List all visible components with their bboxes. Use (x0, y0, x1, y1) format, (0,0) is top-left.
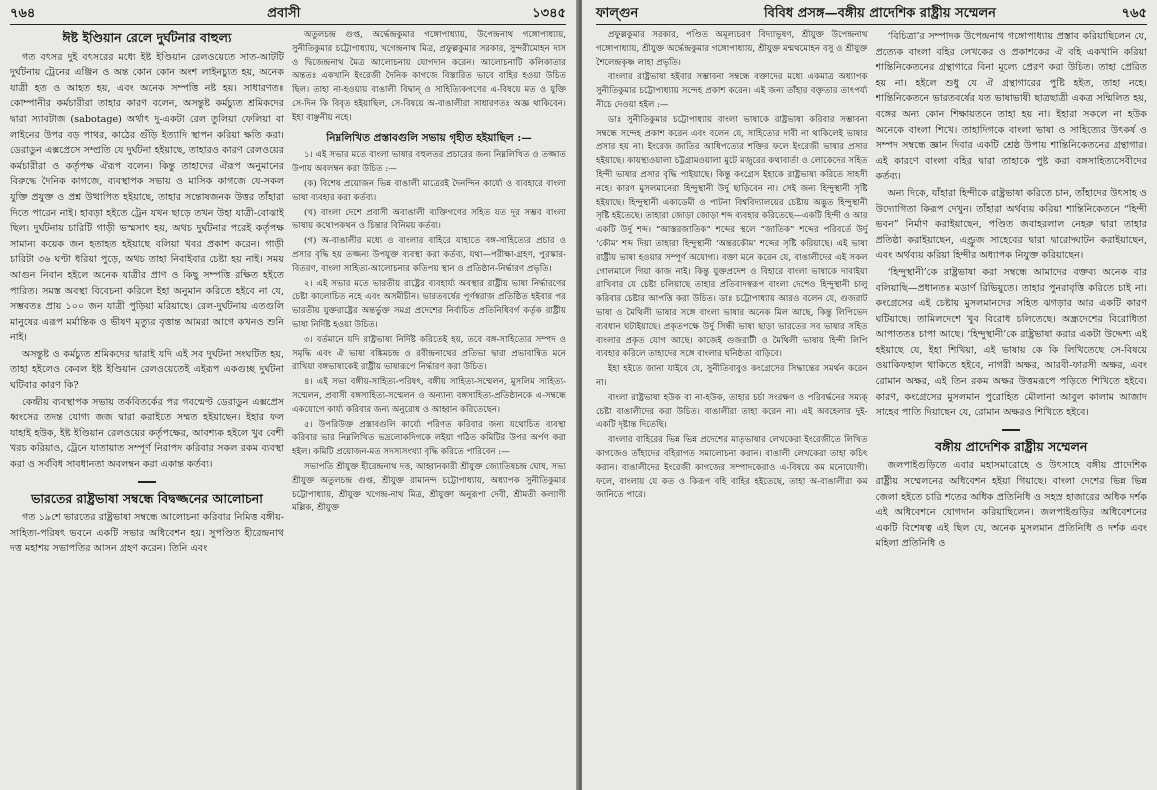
article-heading-railway: ঈষ্ট ইণ্ডিয়ান রেলে দুর্ঘটনার বাহুল্য (62, 30, 232, 45)
paragraph: জলপাইগুড়িতে এবার মহাসমারোহে ও উৎসাহে বঙ্গীয় প্রাদেশিক রাষ্ট্রীয় সম্মেলনের অধিবেশন হইয়া গিয়াছে। বাংলা দেশের ভিন্ন ভিন্ন জেলা হইতে চারি শতের অধিক প্রতিনিধি ও সহস্র হাজারের অধিক দর্শক এই অধিবেশনে যোগদান করিয়াছিলেন। জলপাইগুড়ির অধিবেশনের একটি বিশেষত্ব এই ছিল যে, অনেক মুসলমান প্রতিনিধি ও দর্শক এবং মহিলা প্রতিনিধি ও (875, 460, 1147, 550)
right-page-number: ৭৬৫ (1121, 5, 1147, 21)
resolutions-heading: নিম্নলিখিত প্রস্তাবগুলি সভায় গৃহীত হইয়াছিল :— (326, 131, 532, 144)
resolution-item: ৫। উপরিউক্ত প্রস্তাবগুলি কার্য্যে পরিণত করিবার জন্য যথোচিত ব্যবস্থা করিবার ভার নিম্নলিখিত ভদ্রলোকদিগকে লইয়া গঠিত কমিটির উপর অর্পণ করা হইল। কমিটি প্রয়োজন-মত সদস্যসংখ্যা বৃদ্ধি করিতে পারিবেন :— (292, 419, 566, 458)
resolution-item: (গ) অ-বাঙালীর মধ্যে ও বাংলার বাহিরে যাহাতে বঙ্গ-সাহিত্যের প্রচার ও প্রসার বৃদ্ধি হয় তজ্জন্য উপযুক্ত ব্যবস্থা করা কর্তব্য, যথা—পরীক্ষা-গ্রহণ, পুরস্কার-বিতরণ, বাংলা সাহিত্য-আলোচনার কতিপয় স্থান ও প্রতিষ্ঠান-নির্দ্ধারণ প্রভৃতি। (292, 236, 566, 274)
right-column-1 (596, 29, 868, 789)
left-running-head (10, 4, 566, 25)
left-page-number: ৭৬৪ (10, 5, 36, 21)
paragraph: অন্য দিকে, যাঁহারা হিন্দীকে রাষ্ট্রভাষা করিতে চান, তাঁহাদের উৎসাহ ও উদ্যোগিতা কিরূপ দেখুন। তাঁহারা অর্থব্যয় করিয়া শান্তিনিকেতনে “হিন্দী ভবন” নির্মাণ করাইয়াছেন, পণ্ডিত জবাহরলাল নেহরু দ্বারা তাহার প্রতিষ্ঠা করাইয়াছেন, এণ্ড্রুজ সাহেবের দ্বারা দ্বারোদ্ঘাটন করাইয়াছেন, এবং অর্থব্যয় করিয়া হিন্দীর অধ্যাপক নিযুক্ত করিয়াছেন। (875, 187, 1147, 262)
resolution-item: (খ) বাংলা দেশে প্রবাসী অবাঙালী ব্যক্তিগণের সহিত যত দূর সম্ভব বাংলা ভাষায় কথোপকথন ও চিন্তার বিনিময় কর্তব্য। (292, 207, 566, 232)
paragraph: বাংলার রাষ্ট্রভাষা হইবার সম্ভাবনা সম্বন্ধে বক্তাদের মধ্যে একমাত্র অধ্যাপক সুনীতিকুমার চট্টোপাধ্যায় সন্দেহ প্রকাশ করেন। এই জন্য তাঁহার বক্তৃতার তাৎপর্য্য নীচে দেওয়া হইল :— (596, 72, 868, 110)
paragraph: গত বৎসর দুই বৎসরের মধ্যে ইষ্ট ইণ্ডিয়ান রেলওয়েতে সাত-আটটি দুর্ঘটনায় ট্রেনের এঞ্জিন ও অন্ত কোন কোন অংশ লাইনচ্যুত হয়, অনেক যাত্রী হত ও আহত হয়, এবং অনেক সম্পত্তি নষ্ট হয়। সাধারণতঃ কোম্পানীর কর্মচারীরা তাহার কারণ বলেন, অসন্তুষ্ট কর্মচ্যুত শ্রমিকদের দ্বারা স্যাবটাজ (sabotage) অর্থাৎ দু-একটা রেল তুলিয়া ফেলিয়া বা লাইনের উপর বড় পাথর, কাঠের গুঁড়ি ইত্যাদি স্থাপন করিয়া ক্ষতি করা। ডেরাডুন এক্সপ্রেসে সম্প্রতি যে দুর্ঘটনা হইয়াছে, তাহারও কারণ রেলওয়ের কর্মচারীরা ও কর্তৃপক্ষ ঐরূপ বলেন। কিন্তু তাহাদের ঐরূপ অনুমানের বিরুদ্ধে দৈনিক কাগজে, ব্যবস্থাপক সভায় ও মাসিক কাগজে যে-সকল যুক্তি প্রযুক্ত ও প্রশ্ন উত্থাপিত হইয়াছে, তাহার সন্তোষজনক উত্তর তাঁহারা দিতে পারেন নাই। হাবড়া হইতে ট্রেন যখন ছাড়ে তখন উহা যাত্রী-বোঝাই ছিল। দুর্ঘটনায় চারিটি গাড়ী ভস্মসাৎ হয়, অথচ দুর্ঘটনার পরেই কর্তৃপক্ষ সামান্য কয়েক জন হতাহত হইয়াছে বলিয়া খবর প্রকাশ করেন। গাড়ী চারিটা ৩৬ ঘণ্টা ধরিয়া পুড়ে, অথচ তাহা নিবাইবার চেষ্টা হয় নাই। সময় আগুন নিবান হইলে অনেক যাত্রীর প্রাণ ও কিছু সম্পত্তি রক্ষিত হইতে পারিত। সমস্ত অবস্থা বিবেচনা করিলে ইহা অনুমান করিতে হইবে না যে, সম্ভবতঃ প্রায় ১০০ জন যাত্রী পুড়িয়া মরিয়াছে। রেল-দুর্ঘটনায় এতগুলি মানুষের এরূপ মর্মান্তিক ও ভীষণ মৃত্যুর বৃত্তান্ত আমরা আগে কখনও শুনি নাই। (10, 51, 284, 344)
left-page (0, 0, 578, 790)
right-column-2 (876, 29, 1148, 789)
paragraph: গত ১৯শে ভারতের রাষ্ট্রভাষা সম্বন্ধে আলোচনা করিবার নিমিত্ত বঙ্গীয়-সাহিত্য-পরিষৎ ভবনে একটি সভার অধিবেশন হয়। সুপণ্ডিত হীরেন্দ্রনাথ দত্ত মহাশয় সভাপতির আসন গ্রহণ করেন। তিনি এবং (10, 512, 284, 555)
resolution-item: ৪। এই সভা বঙ্গীয়-সাহিত্য-পরিষৎ, বঙ্গীয় সাহিত্য-সম্মেলন, মুসলিম সাহিত্য-সম্মেলন, প্রবাসী বঙ্গসাহিত্য-সম্মেলন ও অন্যান্য বঙ্গসাহিত্য-প্রতিষ্ঠানকে এ-সম্বন্ধে একযোগে কার্য্য করিবার জন্য অনুরোধ ও আহ্বান করিতেছেন। (292, 377, 566, 415)
right-columns (596, 29, 1147, 789)
paragraph: ইহা হইতে জানা যাইবে যে, সুনীতিবাবুও কংগ্রেসের সিদ্ধান্তের সমর্থন করেন না। (596, 364, 868, 388)
paragraph: প্রফুল্লকুমার সরকার, পণ্ডিত অমূল্যচরণ বিদ্যাভূষণ, শ্রীযুক্ত উপেন্দ্রনাথ গঙ্গোপাধ্যায়, শ্রীযুক্ত অর্দ্ধেন্দ্রকুমার গঙ্গোপাধ্যায়, শ্রীযুক্ত মন্মথমোহন বসু ও শ্রীযুক্ত শৈলেন্দ্রকৃষ্ণ লাহা প্রভৃতি। (596, 30, 868, 68)
journal-title: প্রবাসী (267, 5, 301, 21)
article-heading-conference: বঙ্গীয় প্রাদেশিক রাষ্ট্রীয় সম্মেলন (935, 438, 1088, 454)
right-page (582, 0, 1157, 790)
paragraph: কেন্দ্রীয় ব্যবস্থাপক সভায় তর্কবিতর্কের পর গবন্মেণ্ট ডেরাডুন এক্সপ্রেস ধ্বংসের তদন্ত যোগ্য জজ দ্বারা করাইতে সম্মত হইয়াছেন। ইহার ফল যাহাই হউক, ইষ্ট ইণ্ডিয়ান রেলওয়ের কর্তৃপক্ষের, আবশ্যক হইলে খুব বেশী খরচ করিয়াও, ট্রেনে যাতায়াত সম্পূর্ণ নিরাপদ করিবার সকল রকম ব্যবস্থা করা ও সর্ববিধ সাবধানতা অবলম্বন করা একান্ত কর্তব্য। (10, 396, 284, 471)
year-label: ১৩৪৫ (532, 5, 566, 21)
month-label: ফাল্গুন (596, 5, 639, 21)
paragraph: ‘হিন্দুস্থানী’কে রাষ্ট্রভাষা করা সম্বন্ধে আমাদের বক্তব্য অনেক বার বলিয়াছি—প্রধানতঃ মডার্ণ রিভিয়ুতে। তাহার পুনরাবৃত্তি করিতে চাই না। কংগ্রেসের এই চেষ্টায় মুসলমানদের সহিত ঝগড়ার আর একটি কারণ ঘটিয়াছে। তামিলদেশে খুব বিরোধ চলিতেছে। অন্ধ্রদেশের বিরোধিতা আপাততঃ চাপা আছে। ‘হিন্দুস্থানী’কে রাষ্ট্রভাষা করার একটা উদ্দেশ্য এই হইয়াছে যে, ইহা শিখিয়া, এই ভাষায় কে কি লিখিতেছে সে-বিষয়ে ওয়াকিফহাল থাকিতে হইবে, নাগরী অক্ষর, আরবী-ফারসী অক্ষর, এবং রোমান অক্ষর, এই তিন রকম অক্ষর উত্তমরূপে পড়িতে শিখিতে হইবে। কারণ, কংগ্রেসের মুসলমান পুরোহিত মৌলানা আবুল কালাম আজাদ সাহেব পাতি দিয়াছেন যে, রোমান অক্ষরও শিখিতে হইবে। (875, 266, 1147, 419)
resolution-item: ২। এই সভার মতে ভারতীয় রাষ্ট্রের ব্যবহার্য্য অবস্থার রাষ্ট্রীয় ভাষা নির্দ্ধারণের চেষ্টা কালোচিত নহে এবং অসমীচীন। ভারতবর্ষের পূর্ণস্বরাজ প্রতিষ্ঠিত হইবার পর ভারতীয় যুক্তরাষ্ট্রের অন্তর্ভুক্ত সমগ্র প্রদেশের নির্বাচিত প্রতিনিধিবর্গ কর্তৃক রাষ্ট্রীয় ভাষা নির্দিষ্ট হওয়া উচিত। (292, 278, 566, 330)
section-divider (138, 481, 156, 483)
paragraph: ‘বিচিত্রা’র সম্পাদক উপেন্দ্রনাথ গঙ্গোপাধ্যায় প্রস্তাব করিয়াছিলেন যে, প্রত্যেক বাংলা বহির লেখকের ও প্রকাশকের ঐ বহি একখানি করিয়া শান্তিনিকেতনের গ্রন্থাগারে বিনা মূল্যে প্রেরণ করা উচিত। তাহা প্রেরিত হয় না। হইলে শুধু যে ঐ গ্রন্থাগারের পুষ্টি হইত, তাহা নহে। শান্তিনিকেতনে ভারতবর্ষের যত ভাষাভাষী ছাত্রছাত্রী একত্র সম্মিলিত হয়, বঙ্গের অন্য কোন শিক্ষায়তনে তাহা হয় না। ইহারা সকলে না হউক অনেকে বাংলা শিখে। তাহাদিগকে বাংলা ভাষা ও সাহিত্যের উৎকর্ষ ও সম্পদ সম্বন্ধে জ্ঞান দিবার একটি শ্রেষ্ঠ উপায় শান্তিনিকেতনের গ্রন্থাগার। এই কারণে বাংলা বহির দ্বারা তাহাকে পুষ্ট করা বঙ্গসাহিত্যসেবীদের কর্তব্য। (875, 31, 1147, 183)
paragraph: অসন্তুষ্ট ও কর্মচ্যুত শ্রমিকদের দ্বারাই যদি এই সব দুর্ঘটনা সংঘটিত হয়, তাহা হইলেও কেবল ইষ্ট ইণ্ডিয়ান রেলওয়েতেই এইরূপ একগুচ্ছ দুর্ঘটনা ঘটিবার কারণ কি? (10, 348, 284, 392)
resolution-item: (ক) বিশেষ প্রয়োজন ভিন্ন বাঙালী মাত্রেরই দৈনন্দিন কার্য্যে ও ব্যবহারে বাংলা ভাষা ব্যবহার করা কর্তব্য। (292, 178, 566, 203)
section-title: বিবিধ প্রসঙ্গ—বঙ্গীয় প্রাদেশিক রাষ্ট্রীয় সম্মেলন (763, 5, 996, 21)
left-column-2 (292, 29, 566, 789)
left-column-1 (10, 29, 284, 789)
article-heading-state-language: ভারতের রাষ্ট্রভাষা সম্বন্ধে বিদ্বজ্জনের আলোচনা (31, 490, 263, 506)
paragraph: ডাঃ সুনীতিকুমার চট্টোপাধ্যায় বাংলা ভাষাকে রাষ্ট্রভাষা করিবার সম্ভাবনা সম্বন্ধে সন্দেহ প্রকাশ করেন এবং বলেন যে, সাহিত্যের দাবী না থাকিলেই ভাষার প্রসার হয় না। ইংরেজ জাতির আধিপত্যের শক্তির ফলে ইংরেজী ভাষার প্রসার হইয়াছে। কায়স্থ্যওয়ালা চট্টগ্রামওয়ালা মুটে মজুরের কথাবার্তা ও লোকেদের সহিত হিন্দী ভাষার প্রসার বৃদ্ধি পাইয়াছে। কিন্তু কংগ্রেস ইহাকে রাষ্ট্রভাষা করিতে সাহসী নহে। কারণ মুসলমানেরা হিন্দুস্থানী উর্দু ছাড়িবেন না। সেই জন্য হিন্দুস্থানী সৃষ্টি হইয়াছে। হিন্দুস্থানী একাডেমী ও পাটনা বিশ্ববিদ্যালয়ের চেষ্টায় অদ্ভুত হিন্দুস্থানী সৃষ্টি হইতেছে। তাহারা জোড়া জোড়া শব্দ ব্যবহার করিতেছে—একটি হিন্দী ও আর একটি উর্দু শব্দ। “আস্তরজাতিক” শব্দের স্থলে “জাতিক” শব্দের পরিবর্তে উর্দু ‘কৌম’ শব্দ দিয়া তাহারা হিন্দুস্থানী ‘অন্তরকৌম’ শব্দের সৃষ্টি করিয়াছে। এই ভাষা রাষ্ট্রীয় ভাষা হওয়ার সম্পূর্ণ অযোগ্য। বক্তা মনে করেন যে, বাঙালীদের এই সকল গোলমালে গিয়া কাজ নাই। কিন্তু যুক্তপ্রদেশ ও বিহারে বাংলা ভাষাকে দাবাইয়া রাখিবার যে চেষ্টা চলিয়াছে তাহার প্রতিবাদস্বরূপ বাংলা দেশেও হিন্দুস্থানী চালু করিবার চেষ্টার আপত্তি করা উচিত। ডাঃ চট্টোপাধ্যায় আরও বলেন যে, গুজরাট ভাষা ও মৈথিলী ভাষার সঙ্গে বাংলা ভাষার অনেক মিল আছে, কিন্তু লিপিভেদ ব্যবধান ঘটাইয়াছে। প্রকৃতপক্ষে উর্দু সিন্ধী ভাষা ছাড়া ভারতের সব ভাষার সহিত বাংলার প্রকৃত যোগ আছে। কাজেই গুজরাটী ও মৈথিলী ভাষায় হিন্দী লিপি ব্যবহার করিলে তাহাদের সঙ্গে বাংলার ঘনিষ্ঠতা বাড়িবে। (596, 114, 868, 360)
paragraph: বাংলার বাহিরের ভিন্ন ভিন্ন প্রদেশের মাতৃভাষার লেখকেরা ইংরেজীতে লিখিত কাগজেও তাঁহাদের বহিরাগত সমালোচনা করান। বাঙালী লেখকেরা তাহা কচিৎ করান। বাঙালীদের ইংরেজী কাগজের সম্পাদকেরাও এ-বিষয়ে কম মনোযোগী। ফলে, বাংলায় যে কত ও কিরূপ বহি বাহির হইতেছে, তাহা অ-বাঙালীরা কম জানিতে পারে। (596, 435, 868, 501)
resolution-item: ৩। বর্তমানে যদি রাষ্ট্রভাষা নির্দিষ্ট করিতেই হয়, তবে বঙ্গ-সাহিত্যের সম্পদ ও সমৃদ্ধি এবং ঐ ভাষা বঙ্কিমচন্দ্র ও রবীন্দ্রনাথের প্রতিভা দ্বারা প্রভাবান্বিত মনে রাখিয়া বঙ্গভাষাকেই রাষ্ট্রীয় ভাষারূপে নির্দ্ধারণ করা উচিত। (292, 334, 566, 373)
resolution-item: ১। এই সভার মতে বাংলা ভাষার বহুলতর প্রচারের জন্য নিম্নলিখিত ও তজ্জাত উপায় অবলম্বন করা উচিত :— (292, 150, 566, 175)
section-divider (1002, 429, 1020, 431)
left-columns (10, 29, 566, 789)
paragraph: অতুলচন্দ্র গুপ্ত, অর্দ্ধেন্দ্রকুমার গঙ্গোপাধ্যায়, উপেন্দ্রনাথ গঙ্গোপাধ্যায়, সুনীতিকুমার চট্টোপাধ্যায়, খগেন্দ্রনাথ মিত্র, প্রফুল্লকুমার সরকার, সুন্দরীমোহন দাস ও দ্বিজেন্দ্রনাথ মৈত্র আলোচনায় যোগদান করেন। আলোচনাটি কলিকাতার অন্ততঃ একখানি ইংরেজী দৈনিক কাগজে বিস্তারিত ভাবে বাহির হওয়া উচিত ছিল। তাহা না-হওয়ায় বাঙালী বিদ্বান্ ও সাহিত্যিকগণের এ-বিষয়ে মত ও যুক্তি সে-দিন কি বিবৃত হইয়াছিল, সে-বিষয়ে অ-বাঙালীরা সাধারণতঃ অজ্ঞ থাকিবেন। ইহা বাঞ্ছনীয় নহে। (292, 30, 566, 123)
resolution-item: সভাপতি শ্রীযুক্ত হীরেন্দ্রনাথ দত্ত, আহ্বানকারী শ্রীযুক্ত জ্যোতিষচন্দ্র ঘোষ, সভ্য শ্রীযুক্ত অতুলচন্দ্র গুপ্ত, শ্রীযুক্ত রামানন্দ চট্টোপাধ্যায়, অধ্যাপক সুনীতিকুমার চট্টোপাধ্যায়, শ্রীযুক্ত খগেন্দ্র-নাথ মিত্র, শ্রীযুক্তা অনুরূপা দেবী, শ্রীমতী কল্যাণী মল্লিক, শ্রীযুক্ত (292, 461, 566, 514)
paragraph: বাংলা রাষ্ট্রভাষা হউক বা না-হউক, তাহার চর্চা সংরক্ষণ ও পরিবর্দ্ধনের সম্যক্ চেষ্টা বাঙালীদের করা উচিত। বাঙালীরা তাহা করেন না। এই অবহেলার দুই-একটি দৃষ্টান্ত দিতেছি। (596, 392, 868, 431)
right-running-head (596, 4, 1147, 25)
